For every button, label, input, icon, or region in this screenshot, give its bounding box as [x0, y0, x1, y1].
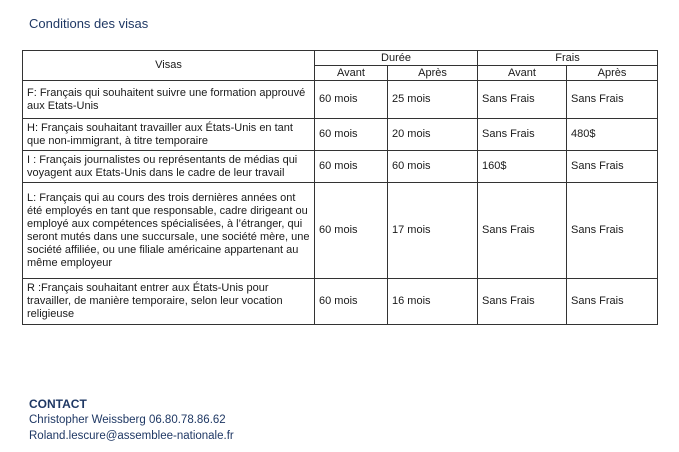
header-frais-avant: Avant — [478, 66, 567, 81]
duree-apres-value: 16 mois — [388, 279, 478, 325]
table-row — [23, 183, 658, 279]
duree-apres-value: 25 mois — [388, 81, 478, 119]
duree-apres-value: 60 mois — [388, 151, 478, 183]
header-duree-apres: Après — [388, 66, 478, 81]
contact-phone: Christopher Weissberg 06.80.78.86.62 — [29, 414, 226, 426]
table-row — [23, 119, 658, 151]
frais-apres-value: Sans Frais — [567, 151, 658, 183]
frais-avant-value: Sans Frais — [478, 279, 567, 325]
duree-avant-value: 60 mois — [315, 81, 388, 119]
duree-avant-value: 60 mois — [315, 183, 388, 279]
frais-apres-value: 480$ — [567, 119, 658, 151]
frais-avant-value: Sans Frais — [478, 119, 567, 151]
contact-email: Roland.lescure@assemblee-nationale.fr — [29, 430, 234, 442]
visa-description: H: Français souhaitant travailler aux États-Unis en tant que non-immigrant, à titre temporaire — [23, 119, 315, 151]
visa-description: L: Français qui au cours des trois dernières années ont été employés en tant que responsable, cadre dirigeant ou employé aux compétences spécialisées, à l’étranger, qui seront mutés dans une succursale, une société mère, une société affiliée, ou une filiale américaine appartenant au même employeur — [23, 183, 315, 279]
contact-heading: CONTACT — [29, 397, 87, 411]
table-row — [23, 279, 658, 325]
frais-apres-value: Sans Frais — [567, 183, 658, 279]
header-frais-apres: Après — [567, 66, 658, 81]
frais-avant-value: Sans Frais — [478, 183, 567, 279]
header-frais: Frais — [478, 51, 658, 66]
duree-avant-value: 60 mois — [315, 151, 388, 183]
table-row — [23, 151, 658, 183]
contact-block — [29, 396, 234, 444]
table-row — [23, 81, 658, 119]
duree-avant-value: 60 mois — [315, 279, 388, 325]
frais-avant-value: 160$ — [478, 151, 567, 183]
visa-conditions-table — [22, 50, 658, 325]
frais-apres-value: Sans Frais — [567, 81, 658, 119]
visa-description: I : Français journalistes ou représentants de médias qui voyagent aux Etats-Unis dans le cadre de leur travail — [23, 151, 315, 183]
duree-apres-value: 20 mois — [388, 119, 478, 151]
page-title: Conditions des visas — [29, 16, 149, 31]
header-visas: Visas — [23, 51, 315, 81]
header-duree: Durée — [315, 51, 478, 66]
frais-avant-value: Sans Frais — [478, 81, 567, 119]
visa-description: F: Français qui souhaitent suivre une formation approuvé aux Etats-Unis — [23, 81, 315, 119]
frais-apres-value: Sans Frais — [567, 279, 658, 325]
visa-description: R :Français souhaitant entrer aux États-Unis pour travailler, de manière temporaire, selon leur vocation religieuse — [23, 279, 315, 325]
duree-avant-value: 60 mois — [315, 119, 388, 151]
duree-apres-value: 17 mois — [388, 183, 478, 279]
table-header-row — [23, 51, 658, 66]
header-duree-avant: Avant — [315, 66, 388, 81]
